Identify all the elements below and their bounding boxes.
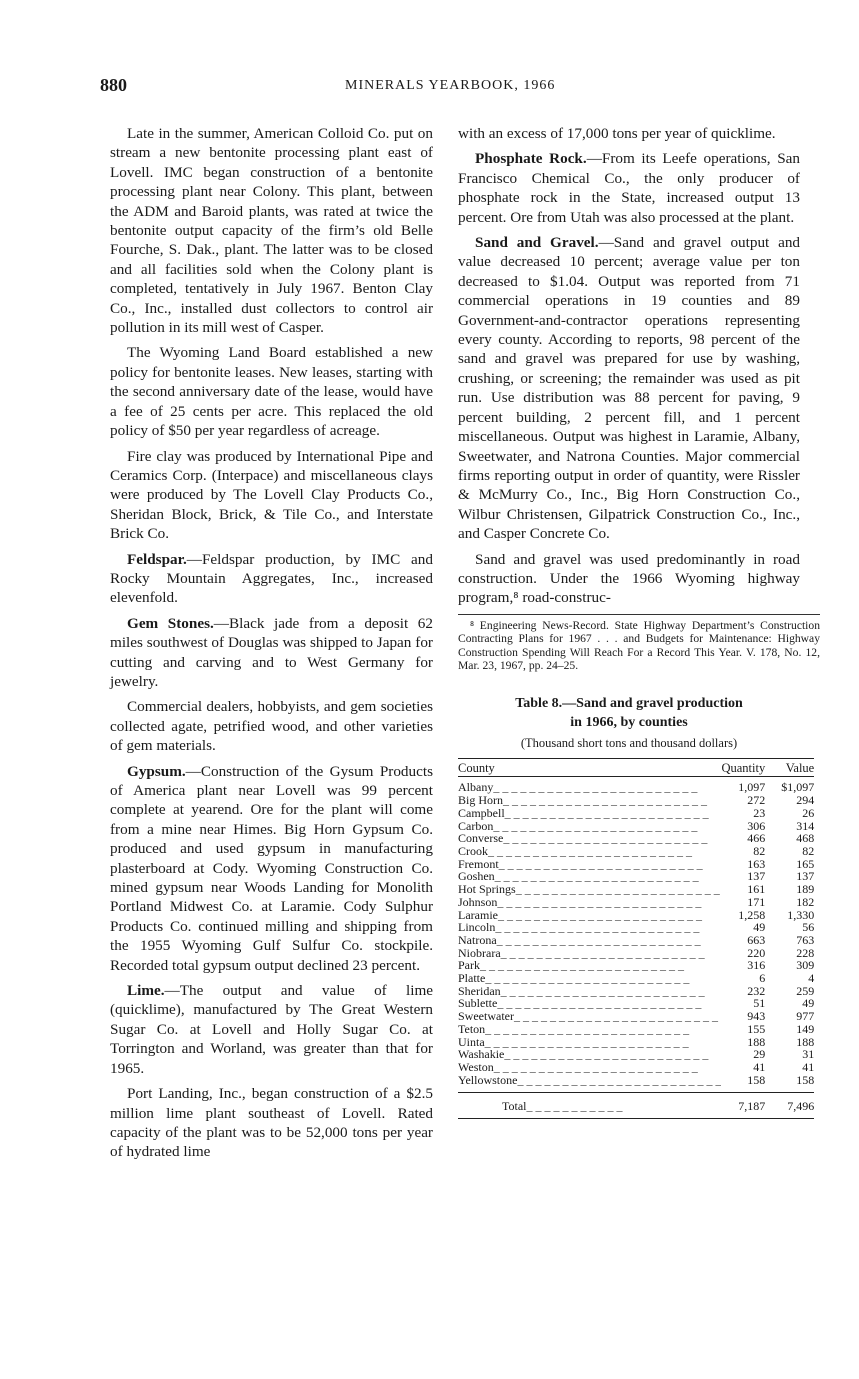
cell-value: 1,330 xyxy=(787,907,815,922)
cell-county xyxy=(458,934,721,947)
county-name: Teton xyxy=(458,1022,486,1036)
cell-county xyxy=(458,909,721,922)
cell-county xyxy=(458,794,721,807)
paragraph-port-landing: Port Landing, Inc., began construction of a $2.5 million lime plant southeast of Lovell. Rated capacity of the plant was to be 52,000 tons per year of hydrated lime xyxy=(110,1085,433,1161)
cell-county xyxy=(458,807,721,820)
table-row xyxy=(458,777,814,794)
sand-gravel-text: —Sand and gravel output and value decreased 10 percent; average value per ton decreased to $1.04. Output was reported from 71 commercial operations in 19 counties and 89 Government-and-contractor operations representing every county. According to reports, 98 percent of the sand and gravel was prepared for use by washing, crushing, or screening; the remainder was used as pit run. Use distribution was 88 percent for paving, 9 percent building, 2 percent fill, and 1 percent miscellaneous. Output was highest in Laramie, Albany, Sweetwater, and Natrona Counties. Major commercial firms reporting output in order of quantity, were Rissler & McMurry Co., Inc., Big Horn Construction Co., Wilbur Christensen, Gilpatrick Construction Co., Inc., and Casper Concrete Co. xyxy=(458,234,801,543)
county-name: Carbon xyxy=(458,819,494,833)
cell-value: 309 xyxy=(796,958,815,973)
cell-county xyxy=(458,858,721,871)
leader-dots: _ _ _ _ _ _ _ _ _ _ _ _ _ _ _ _ _ _ _ _ _ _ _ xyxy=(485,972,690,985)
paragraph-feldspar xyxy=(110,550,433,608)
cell-county xyxy=(458,820,721,833)
county-name: Natrona xyxy=(458,933,497,947)
gypsum-heading: Gypsum. xyxy=(127,762,186,780)
table-row xyxy=(458,972,814,985)
leader-dots: _ _ _ _ _ _ _ _ _ _ _ _ _ _ _ _ _ _ _ _ _ _ _ xyxy=(504,806,709,820)
running-head: MINERALS YEARBOOK, 1966 xyxy=(345,78,556,93)
cell-quantity: 51 xyxy=(753,996,766,1011)
cell-county xyxy=(458,972,721,985)
county-name: Uinta xyxy=(458,1035,485,1049)
right-column xyxy=(458,124,820,1119)
paragraph-bentonite-plants: Late in the summer, American Colloid Co. put on stream a new bentonite processing plant east of Lovell. IMC began construction of a bentonite processing plant near Colony. This plant, between the ADM and Baroid plants, was rated at twice the bentonite output capacity of the firm’s old Belle Fourche, S. Dak., plant. The latter was to be closed and all facilities sold when the Colony plant is completed, tentatively in July 1967. Benton Clay Co., Inc., installed dust collectors to control air pollution in its mill west of Casper. xyxy=(110,125,433,337)
cell-value: 314 xyxy=(796,818,815,833)
cell-value: 4 xyxy=(808,971,815,986)
table-row xyxy=(458,807,814,820)
paragraph-road-construction: Sand and gravel was used predominantly in road construction. Under the 1966 Wyoming highway program,⁸ road-construc- xyxy=(458,550,800,607)
paragraph-gypsum xyxy=(110,762,433,975)
county-name: Johnson xyxy=(458,895,498,909)
leader-dots: _ _ _ _ _ _ _ _ _ _ _ xyxy=(526,1099,623,1114)
county-name: Sheridan xyxy=(458,984,501,998)
cell-county xyxy=(458,870,721,883)
leader-dots: _ _ _ _ _ _ _ _ _ _ _ _ _ _ _ _ _ _ _ _ _ _ _ xyxy=(480,959,684,973)
column-header-quantity: Quantity xyxy=(721,758,781,777)
leader-dots: _ _ _ _ _ _ _ _ _ _ _ _ _ _ _ _ _ _ _ _ _ _ _ xyxy=(500,946,705,960)
county-name: Crook xyxy=(458,845,488,858)
county-name: Platte xyxy=(458,972,486,985)
cell-quantity: 188 xyxy=(747,1034,766,1049)
leader-dots: _ _ _ _ _ _ _ _ _ _ _ _ _ _ _ _ _ _ _ _ _ _ _ xyxy=(493,819,698,833)
table-row xyxy=(458,934,814,947)
leader-dots: _ _ _ _ _ _ _ _ _ _ _ _ _ _ _ _ _ _ _ _ _ _ _ xyxy=(500,984,705,998)
table-body xyxy=(458,777,814,1119)
cell-county xyxy=(458,959,721,972)
cell-county xyxy=(458,1048,721,1061)
cell-county xyxy=(458,896,721,909)
cell-value: 41 xyxy=(802,1059,815,1074)
cell-county xyxy=(458,832,721,845)
cell-value: $1,097 xyxy=(781,780,815,795)
cell-quantity: 943 xyxy=(747,1009,766,1024)
cell-county xyxy=(458,985,721,998)
leader-dots: _ _ _ _ _ _ _ _ _ _ _ _ _ _ _ _ _ _ _ _ _ _ _ xyxy=(504,1048,709,1061)
cell-quantity: 41 xyxy=(753,1059,766,1074)
cell-quantity: 161 xyxy=(747,882,766,897)
lime-heading: Lime. xyxy=(127,982,165,1000)
table-total-row xyxy=(458,1093,814,1119)
county-name: Campbell xyxy=(458,806,505,820)
feldspar-heading: Feldspar. xyxy=(127,550,187,568)
table-row xyxy=(458,883,814,896)
page-number: 880 xyxy=(100,75,127,95)
county-name: Big Horn xyxy=(458,794,503,807)
cell-quantity: 23 xyxy=(753,805,766,820)
cell-quantity: 220 xyxy=(747,945,766,960)
county-name: Lincoln xyxy=(458,921,496,934)
cell-value: 189 xyxy=(796,882,815,897)
table-row xyxy=(458,1010,814,1023)
cell-quantity: 663 xyxy=(747,932,766,947)
leader-dots: _ _ _ _ _ _ _ _ _ _ _ _ _ _ _ _ _ _ _ _ _ _ _ xyxy=(488,845,692,858)
cell-county xyxy=(458,1010,721,1023)
leader-dots: _ _ _ _ _ _ _ _ _ _ _ _ _ _ _ _ _ _ _ _ _ _ _ xyxy=(513,1010,718,1023)
leader-dots: _ _ _ _ _ _ _ _ _ _ _ _ _ _ _ _ _ _ _ _ _ _ _ xyxy=(497,997,702,1011)
cell-quantity: 82 xyxy=(753,844,766,858)
cell-value: 188 xyxy=(796,1034,815,1049)
lime-text: —The output and value of lime (quicklime), manufactured by The Great Western Sugar Co. at Lovell and Holly Sugar Co. at Torrington and Worland, was greater than that for 1965. xyxy=(110,982,433,1077)
table-subtitle: (Thousand short tons and thousand dollars) xyxy=(520,736,738,751)
leader-dots: _ _ _ _ _ _ _ _ _ _ _ _ _ _ _ _ _ _ _ _ _ _ _ xyxy=(515,883,720,896)
leader-dots: _ _ _ _ _ _ _ _ _ _ _ _ _ _ _ _ _ _ _ _ _ _ _ xyxy=(498,857,703,871)
table-title xyxy=(458,694,800,732)
cell-quantity: 306 xyxy=(747,818,766,833)
leader-dots: _ _ _ _ _ _ _ _ _ _ _ _ _ _ _ _ _ _ _ _ _ _ _ xyxy=(493,780,698,795)
cell-county xyxy=(458,1036,721,1049)
cell-value: 182 xyxy=(796,894,815,909)
cell-quantity: 1,258 xyxy=(738,907,766,922)
cell-value: 31 xyxy=(802,1047,815,1062)
leader-dots: _ _ _ _ _ _ _ _ _ _ _ _ _ _ _ _ _ _ _ _ _ _ _ xyxy=(497,895,702,909)
cell-quantity: 466 xyxy=(747,831,766,846)
cell-quantity: 155 xyxy=(747,1021,766,1036)
county-name: Fremont xyxy=(458,857,499,871)
gypsum-text: —Construction of the Gysum Products of America plant near Lovell was 99 percent complete at yearend. Ore for the plant will come from a mine near Himes. Big Horn Gypsum Co. produced and used gypsum in manufacturing plasterboard at Cody. Wyoming Construction Co. mined gypsum near Woods Landing for Monolith Portland Midwest Co. at Laramie. Cody Sulphur Products Co. continued milling and shipping from the 1955 Wyoming Gulf Sulfur Co. stockpile. Recorded total gypsum output declined 23 percent. xyxy=(110,762,433,974)
table-row xyxy=(458,1061,814,1074)
cell-quantity: 29 xyxy=(753,1047,766,1062)
leader-dots: _ _ _ _ _ _ _ _ _ _ _ _ _ _ _ _ _ _ _ _ _ _ _ xyxy=(517,1073,722,1087)
paragraph-quicklime-continued: with an excess of 17,000 tons per year of quicklime. xyxy=(458,125,776,142)
phosphate-rock-text: —From its Leefe operations, San Francisco Chemical Co., the only producer of phosphate rock in the State, increased output 13 percent. Ore from Utah was also processed at the plant. xyxy=(458,150,800,226)
table-title-line-2: in 1966, by counties xyxy=(570,715,688,731)
table-row xyxy=(458,1023,814,1036)
cell-total-quantity: 7,187 xyxy=(721,1093,781,1119)
sand-gravel-heading: Sand and Gravel. xyxy=(475,234,599,252)
paragraph-sand-gravel xyxy=(458,233,800,544)
cell-quantity: 49 xyxy=(753,920,766,935)
county-name: Laramie xyxy=(458,908,498,922)
cell-quantity: 137 xyxy=(747,869,766,884)
county-name: Hot Springs xyxy=(458,883,516,896)
county-name: Sublette xyxy=(458,997,498,1011)
column-header-value: Value xyxy=(781,758,814,777)
cell-quantity: 1,097 xyxy=(738,780,766,795)
county-name: Goshen xyxy=(458,870,495,884)
table-header-row xyxy=(458,758,814,777)
table-row xyxy=(458,1074,814,1093)
page-header xyxy=(100,75,800,99)
paragraph-fire-clay: Fire clay was produced by International Pipe and Ceramics Corp. (Interpace) and miscellaneous clays were produced by The Lovell Clay Products Co., Sheridan Block, Brick, & Tile Co., and Interstate Brick Co. xyxy=(110,447,433,543)
leader-dots: _ _ _ _ _ _ _ _ _ _ _ _ _ _ _ _ _ _ _ _ _ _ _ xyxy=(495,921,700,934)
cell-quantity: 316 xyxy=(747,958,766,973)
county-name: Niobrara xyxy=(458,946,501,960)
cell-county xyxy=(458,1023,721,1036)
cell-county xyxy=(458,1074,721,1093)
cell-total-label xyxy=(458,1093,721,1119)
cell-county xyxy=(458,921,721,934)
paragraph-gem-stones xyxy=(110,614,433,692)
county-name: Albany xyxy=(458,780,494,795)
feldspar-text: —Feldspar production, by IMC and Rocky Mountain Aggregates, Inc., increased elevenfold. xyxy=(110,550,433,607)
cell-value: 259 xyxy=(796,983,815,998)
cell-value: 137 xyxy=(796,869,815,884)
county-name: Sweetwater xyxy=(458,1010,514,1023)
cell-value: 82 xyxy=(802,844,815,858)
table-row xyxy=(458,896,814,909)
paragraph-phosphate-rock xyxy=(458,149,800,227)
cell-county xyxy=(458,845,721,858)
cell-value: 228 xyxy=(796,945,815,960)
leader-dots: _ _ _ _ _ _ _ _ _ _ _ _ _ _ _ _ _ _ _ _ _ _ _ xyxy=(503,794,707,807)
paragraph-land-board: The Wyoming Land Board established a new policy for bentonite leases. New leases, starting with the second anniversary date of the lease, would have a fee of 25 cents per acre. This replaced the old policy of $50 per year regardless of acreage. xyxy=(110,344,433,440)
county-name: Yellowstone xyxy=(458,1073,518,1087)
county-name: Washakie xyxy=(458,1048,505,1061)
cell-county xyxy=(458,1061,721,1074)
cell-value: 977 xyxy=(796,1009,815,1024)
left-column xyxy=(110,124,433,1168)
paragraph-lime xyxy=(110,981,433,1078)
cell-quantity: 171 xyxy=(747,894,766,909)
phosphate-rock-heading: Phosphate Rock. xyxy=(475,150,587,168)
leader-dots: _ _ _ _ _ _ _ _ _ _ _ _ _ _ _ _ _ _ _ _ _ _ _ xyxy=(485,1022,690,1036)
county-name: Weston xyxy=(458,1060,494,1074)
sand-gravel-table xyxy=(458,758,814,1119)
table-row xyxy=(458,845,814,858)
cell-total-value: 7,496 xyxy=(781,1093,814,1119)
cell-value: 294 xyxy=(796,793,815,808)
leader-dots: _ _ _ _ _ _ _ _ _ _ _ _ _ _ _ _ _ _ _ _ _ _ _ xyxy=(494,870,699,884)
cell-county xyxy=(458,777,721,794)
cell-value: 26 xyxy=(802,805,815,820)
leader-dots: _ _ _ _ _ _ _ _ _ _ _ _ _ _ _ _ _ _ _ _ _ _ _ xyxy=(493,1060,698,1074)
county-name: Park xyxy=(458,959,480,973)
gem-stones-text: —Black jade from a deposit 62 miles southwest of Douglas was shipped to Japan for cutting and carving and to West Germany for jewelry. xyxy=(110,614,433,690)
cell-value: 165 xyxy=(796,856,815,871)
cell-value: 763 xyxy=(796,932,815,947)
leader-dots: _ _ _ _ _ _ _ _ _ _ _ _ _ _ _ _ _ _ _ _ _ _ _ xyxy=(503,832,708,845)
cell-value: 158 xyxy=(796,1072,815,1087)
leader-dots: _ _ _ _ _ _ _ _ _ _ _ _ _ _ _ _ _ _ _ _ _ _ _ xyxy=(496,933,701,947)
cell-value: 49 xyxy=(802,996,815,1011)
gem-stones-heading: Gem Stones. xyxy=(127,614,214,632)
leader-dots: _ _ _ _ _ _ _ _ _ _ _ _ _ _ _ _ _ _ _ _ _ _ _ xyxy=(484,1035,689,1049)
cell-value: 468 xyxy=(796,831,815,846)
cell-county xyxy=(458,883,721,896)
table-title-line-1: Table 8.—Sand and gravel production xyxy=(515,696,743,712)
total-label: Total xyxy=(502,1099,527,1114)
cell-quantity: 232 xyxy=(747,983,766,998)
county-name: Converse xyxy=(458,832,504,845)
footnote-8: ⁸ Engineering News-Record. State Highway Department’s Construction Contracting Plans for 1967 . . . and Budgets for Maintenance: Highway Construction Spending Will Reach For a Record This Year. V. 178, No. 12, Mar. 23, 1967, pp. 24–25. xyxy=(458,614,820,673)
cell-county xyxy=(458,947,721,960)
cell-county xyxy=(458,997,721,1010)
cell-quantity: 6 xyxy=(759,971,766,986)
cell-quantity: 158 xyxy=(747,1072,766,1087)
cell-quantity: 272 xyxy=(747,793,766,808)
paragraph-gem-dealers: Commercial dealers, hobbyists, and gem societies collected agate, petrified wood, and other varieties of gem materials. xyxy=(110,698,433,755)
table-row xyxy=(458,794,814,807)
cell-value: 149 xyxy=(796,1021,815,1036)
cell-value: 56 xyxy=(802,920,815,935)
leader-dots: _ _ _ _ _ _ _ _ _ _ _ _ _ _ _ _ _ _ _ _ _ _ _ xyxy=(497,908,702,922)
column-header-county: County xyxy=(458,758,721,777)
cell-quantity: 163 xyxy=(747,856,766,871)
